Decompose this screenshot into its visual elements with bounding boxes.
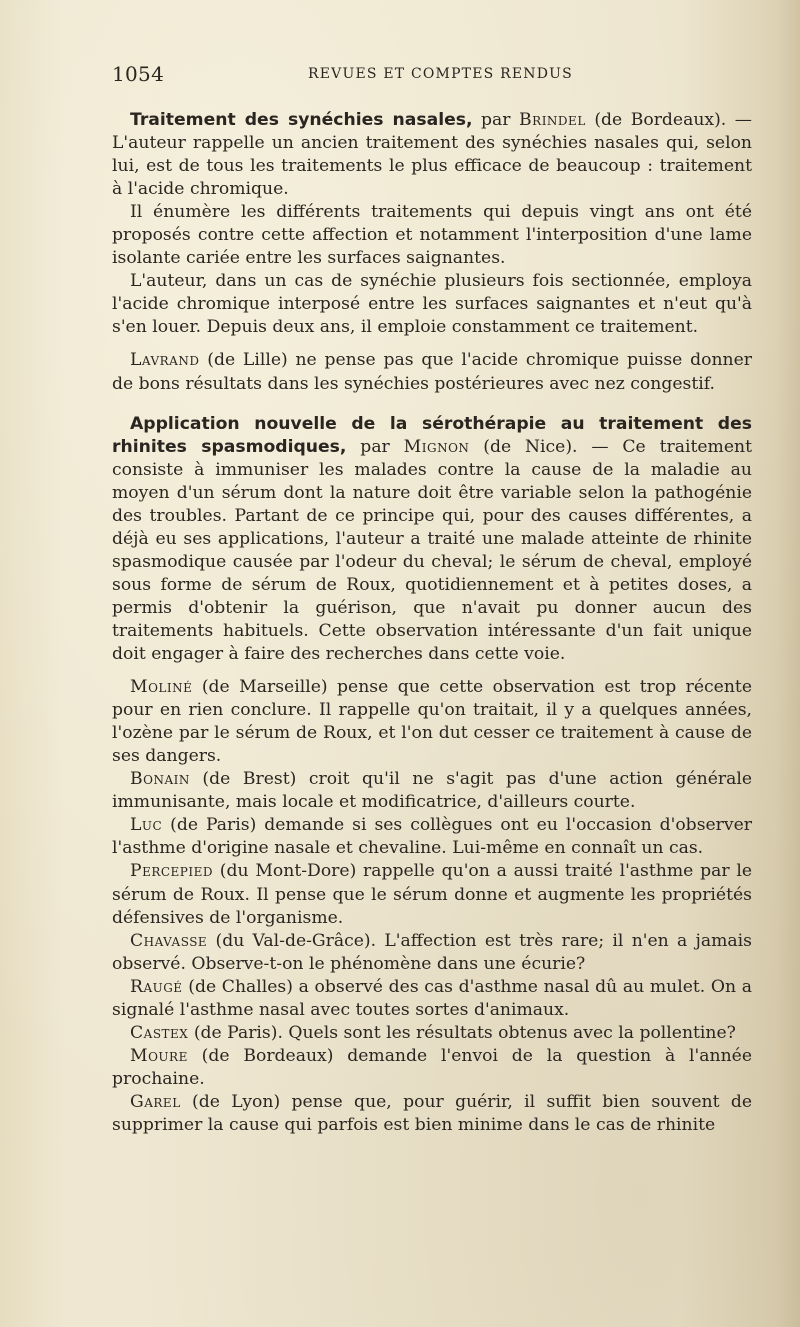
discussant-name: Raugé [130, 976, 183, 997]
discussion-entry [112, 768, 752, 814]
discussant-remark: (de Marseille) pense que cette observation est trop récente pour en rien conclure. Il rappelle qu'on traitait, il y a quelques années, l'ozène par le sérum de Roux, et l'on dut cesser ce traitement à cause de ses dangers. [112, 677, 752, 767]
discussant-remark: (du Val-de-Grâce). L'affection est très rare; il n'en a jamais observé. Observe-t-on le phénomène dans une écurie? [112, 930, 752, 974]
discussant-name: Lavrand [130, 350, 200, 371]
discussant-name: Percepied [130, 861, 213, 882]
discussant-name: Garel [130, 1091, 181, 1112]
discussant-remark: (de Paris) demande si ses collègues ont eu l'occasion d'observer l'asthme d'origine nasale et chevaline. Lui-même en connaît un cas. [112, 815, 752, 859]
discussant-name: Chavasse [130, 930, 208, 951]
discussant-name: Moure [130, 1045, 188, 1066]
article-2-byline-pre: par [346, 436, 404, 457]
discussion-entry [112, 930, 752, 976]
discussion-entry [112, 860, 752, 929]
article-2-summary: (de Nice). — Ce traitement consiste à immuniser les malades contre la cause de la maladie au moyen d'un sérum dont la nature doit être variable selon la pathogénie des troubles. Partant de ce principe qui, pour des causes différentes, a déjà eu ses applications, l'auteur a traité une malade atteinte de rhinite spasmodique causée par l'odeur du cheval; le sérum de cheval, employé sous forme de sérum de Roux, quotidiennement et à petites doses, a permis d'obtenir la guérison, que n'avait pu donner aucun des traitements habituels. Cette observation intéressante d'un fait unique doit engager à faire des recherches dans cette voie. [112, 436, 752, 665]
article-1-byline-pre: par [472, 110, 520, 130]
article-1-summary: (de Bordeaux). — L'auteur rappelle un ancien traitement des synéchies nasales qui, selon lui, est de tous les traitements le plus efficace de beaucoup : traitement à l'acide chromique. [112, 110, 752, 200]
discussant-remark: (de Challes) a observé des cas d'asthme nasal dû au mulet. On a signalé l'asthme nasal avec toutes sortes d'animaux. [112, 976, 752, 1020]
article-1-title: Traitement des synéchies nasales, [130, 110, 473, 130]
discussant-remark: (du Mont-Dore) rappelle qu'on a aussi traité l'asthme par le sérum de Roux. Il pense que le sérum donne et augmente les propriétés défensives de l'organisme. [112, 861, 752, 928]
article-2-lead-paragraph [112, 413, 752, 667]
article-1-lead-paragraph [112, 109, 752, 201]
discussant-remark: (de Paris). Quels sont les résultats obtenus avec la pollentine? [188, 1022, 736, 1043]
discussant-name: Luc [130, 815, 163, 836]
article-2-title: Application nouvelle de la sérothérapie au traitement des rhinites spasmodiques, [112, 413, 752, 457]
discussion-entry [112, 1091, 752, 1137]
discussion-entry [112, 976, 752, 1022]
discussant-name: Castex [130, 1022, 189, 1043]
article-1-paragraph: Il énumère les différents traitements qui depuis vingt ans ont été proposés contre cette affection et notamment l'interposition d'une lame isolante cariée entre les surfaces saignantes. [112, 202, 752, 269]
discussion-entry [112, 676, 752, 768]
discussant-remark: (de Bordeaux) demande l'envoi de la question à l'année prochaine. [112, 1045, 752, 1089]
discussion-entry [112, 814, 752, 860]
page-number: 1054 [112, 62, 165, 86]
article-2-author: Mignon [403, 436, 470, 457]
discussion-entry [112, 1022, 752, 1045]
article-1-author: Brindel [519, 110, 586, 130]
discussion-entry [112, 349, 752, 395]
article-1-paragraph: L'auteur, dans un cas de synéchie plusieurs fois sectionnée, employa l'acide chromique interposé entre les surfaces saignantes et n'eut qu'à s'en louer. Depuis deux ans, il emploie constamment ce traitement. [112, 271, 752, 338]
discussant-remark: (de Lille) ne pense pas que l'acide chromique puisse donner de bons résultats dans les synéchies postérieures avec nez congestif. [112, 350, 752, 394]
discussion-entry [112, 1045, 752, 1091]
discussant-remark: (de Lyon) pense que, pour guérir, il suffit bien souvent de supprimer la cause qui parfois est bien minime dans le cas de rhinite [112, 1091, 752, 1135]
discussant-remark: (de Brest) croit qu'il ne s'agit pas d'une action générale immunisante, mais locale et modificatrice, d'ailleurs courte. [112, 769, 752, 813]
running-head: REVUES ET COMPTES RENDUS [308, 66, 573, 82]
page-header [112, 62, 752, 90]
discussant-name: Moliné [130, 677, 193, 698]
discussant-name: Bonain [130, 769, 190, 790]
page-body [112, 109, 752, 1137]
